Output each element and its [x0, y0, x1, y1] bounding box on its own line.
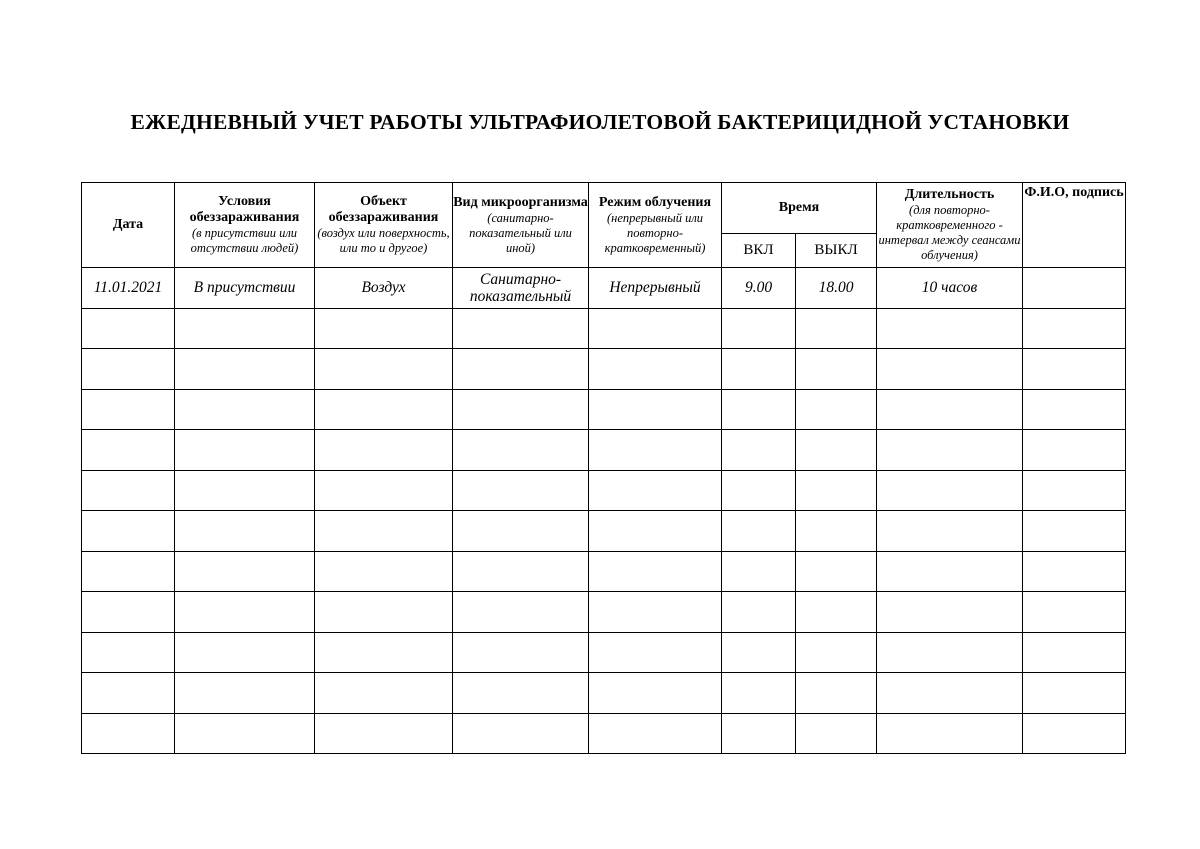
cell-date — [82, 511, 175, 552]
cell-microorganism — [453, 308, 589, 349]
cell-object — [315, 308, 453, 349]
cell-object — [315, 713, 453, 754]
cell-duration — [877, 673, 1023, 714]
cell-signature — [1023, 349, 1126, 390]
cell-time-on — [722, 632, 796, 673]
cell-mode — [589, 470, 722, 511]
cell-conditions — [175, 632, 315, 673]
cell-conditions — [175, 673, 315, 714]
cell-duration — [877, 511, 1023, 552]
cell-date: 11.01.2021 — [82, 268, 175, 309]
cell-microorganism — [453, 592, 589, 633]
cell-mode — [589, 632, 722, 673]
cell-object — [315, 349, 453, 390]
cell-time-on — [722, 308, 796, 349]
cell-signature — [1023, 308, 1126, 349]
header-mode — [589, 183, 722, 268]
cell-signature — [1023, 592, 1126, 633]
cell-conditions — [175, 349, 315, 390]
cell-duration — [877, 713, 1023, 754]
cell-time-off — [796, 389, 877, 430]
cell-conditions — [175, 470, 315, 511]
cell-microorganism — [453, 551, 589, 592]
cell-duration — [877, 551, 1023, 592]
cell-time-on — [722, 389, 796, 430]
cell-date — [82, 713, 175, 754]
cell-microorganism — [453, 470, 589, 511]
cell-date — [82, 308, 175, 349]
header-conditions-label: Условия обеззараживания — [189, 194, 300, 225]
cell-date — [82, 389, 175, 430]
cell-conditions — [175, 389, 315, 430]
cell-date — [82, 430, 175, 471]
cell-signature — [1023, 632, 1126, 673]
header-object-note: (воздух или поверхность, или то и другое) — [317, 226, 450, 255]
table-row — [82, 430, 1126, 471]
table-row — [82, 349, 1126, 390]
cell-mode — [589, 511, 722, 552]
cell-microorganism — [453, 349, 589, 390]
cell-microorganism — [453, 673, 589, 714]
header-conditions — [175, 183, 315, 268]
cell-time-on — [722, 349, 796, 390]
cell-signature — [1023, 430, 1126, 471]
header-microorganism-label: Вид микроорганизма — [453, 194, 588, 210]
cell-signature — [1023, 470, 1126, 511]
cell-time-off: 18.00 — [796, 268, 877, 309]
cell-signature — [1023, 268, 1126, 309]
cell-mode — [589, 308, 722, 349]
uv-log-table — [81, 182, 1126, 754]
cell-conditions — [175, 713, 315, 754]
cell-time-on — [722, 511, 796, 552]
cell-date — [82, 551, 175, 592]
cell-mode — [589, 430, 722, 471]
table-row — [82, 268, 1126, 309]
header-date-label: Дата — [112, 217, 144, 232]
table-row — [82, 592, 1126, 633]
cell-mode — [589, 592, 722, 633]
cell-mode — [589, 673, 722, 714]
cell-duration — [877, 632, 1023, 673]
cell-object — [315, 430, 453, 471]
cell-conditions — [175, 430, 315, 471]
cell-signature — [1023, 551, 1126, 592]
cell-mode — [589, 349, 722, 390]
cell-conditions — [175, 592, 315, 633]
cell-time-off — [796, 308, 877, 349]
table-row — [82, 470, 1126, 511]
cell-time-off — [796, 713, 877, 754]
cell-date — [82, 673, 175, 714]
header-duration-label: Длительность — [904, 187, 995, 202]
cell-microorganism — [453, 713, 589, 754]
cell-time-off — [796, 511, 877, 552]
cell-duration: 10 часов — [877, 268, 1023, 309]
cell-time-off — [796, 551, 877, 592]
cell-time-off — [796, 430, 877, 471]
cell-signature — [1023, 713, 1126, 754]
header-microorganism-note: (санитарно-показательный или иной) — [469, 210, 572, 255]
cell-conditions — [175, 511, 315, 552]
table-row — [82, 673, 1126, 714]
header-duration-note: (для повторно-кратковременного - интервал между сеансами облучения) — [878, 203, 1021, 262]
header-date — [82, 183, 175, 268]
cell-conditions: В присутствии — [175, 268, 315, 309]
cell-conditions — [175, 551, 315, 592]
cell-object — [315, 632, 453, 673]
cell-mode: Непрерывный — [589, 268, 722, 309]
header-object — [315, 183, 453, 268]
cell-signature — [1023, 389, 1126, 430]
cell-time-off — [796, 632, 877, 673]
cell-time-off — [796, 673, 877, 714]
cell-signature — [1023, 511, 1126, 552]
cell-signature — [1023, 673, 1126, 714]
cell-duration — [877, 430, 1023, 471]
cell-object: Воздух — [315, 268, 453, 309]
cell-microorganism: Санитарно-показательный — [453, 268, 589, 309]
cell-microorganism — [453, 389, 589, 430]
header-signature — [1023, 183, 1126, 268]
cell-date — [82, 470, 175, 511]
cell-time-on — [722, 713, 796, 754]
cell-mode — [589, 389, 722, 430]
cell-microorganism — [453, 511, 589, 552]
cell-object — [315, 551, 453, 592]
cell-duration — [877, 349, 1023, 390]
cell-date — [82, 632, 175, 673]
header-time-label: Время — [778, 200, 820, 215]
cell-time-on: 9.00 — [722, 268, 796, 309]
cell-object — [315, 592, 453, 633]
table-row — [82, 551, 1126, 592]
header-signature-label: Ф.И.О, подпись — [1024, 185, 1124, 200]
cell-date — [82, 349, 175, 390]
cell-time-on — [722, 470, 796, 511]
cell-object — [315, 511, 453, 552]
cell-time-off — [796, 470, 877, 511]
header-object-label: Объект обеззараживания — [328, 194, 439, 225]
cell-object — [315, 389, 453, 430]
log-body — [82, 268, 1126, 754]
header-time — [722, 183, 877, 234]
header-row — [82, 183, 1126, 234]
cell-duration — [877, 308, 1023, 349]
header-mode-note: (непрерывный или повторно-кратковременный) — [604, 210, 706, 255]
table-row — [82, 308, 1126, 349]
cell-duration — [877, 592, 1023, 633]
cell-duration — [877, 389, 1023, 430]
cell-time-on — [722, 430, 796, 471]
cell-object — [315, 673, 453, 714]
table-row — [82, 511, 1126, 552]
cell-time-on — [722, 673, 796, 714]
cell-date — [82, 592, 175, 633]
header-conditions-note: (в присутствии или отсутствии людей) — [190, 226, 299, 255]
cell-microorganism — [453, 632, 589, 673]
cell-time-off — [796, 349, 877, 390]
cell-object — [315, 470, 453, 511]
cell-microorganism — [453, 430, 589, 471]
cell-mode — [589, 713, 722, 754]
header-time-on: ВКЛ — [722, 234, 796, 268]
table-row — [82, 389, 1126, 430]
cell-mode — [589, 551, 722, 592]
cell-duration — [877, 470, 1023, 511]
cell-conditions — [175, 308, 315, 349]
table-row — [82, 632, 1126, 673]
cell-time-on — [722, 551, 796, 592]
table-row — [82, 713, 1126, 754]
header-duration — [877, 183, 1023, 268]
cell-time-off — [796, 592, 877, 633]
document-title: ЕЖЕДНЕВНЫЙ УЧЕТ РАБОТЫ УЛЬТРАФИОЛЕТОВОЙ БАКТЕРИЦИДНОЙ УСТАНОВКИ — [130, 110, 1070, 134]
cell-time-on — [722, 592, 796, 633]
header-time-off: ВЫКЛ — [796, 234, 877, 268]
header-mode-label: Режим облучения — [598, 194, 712, 210]
header-microorganism — [453, 183, 589, 268]
